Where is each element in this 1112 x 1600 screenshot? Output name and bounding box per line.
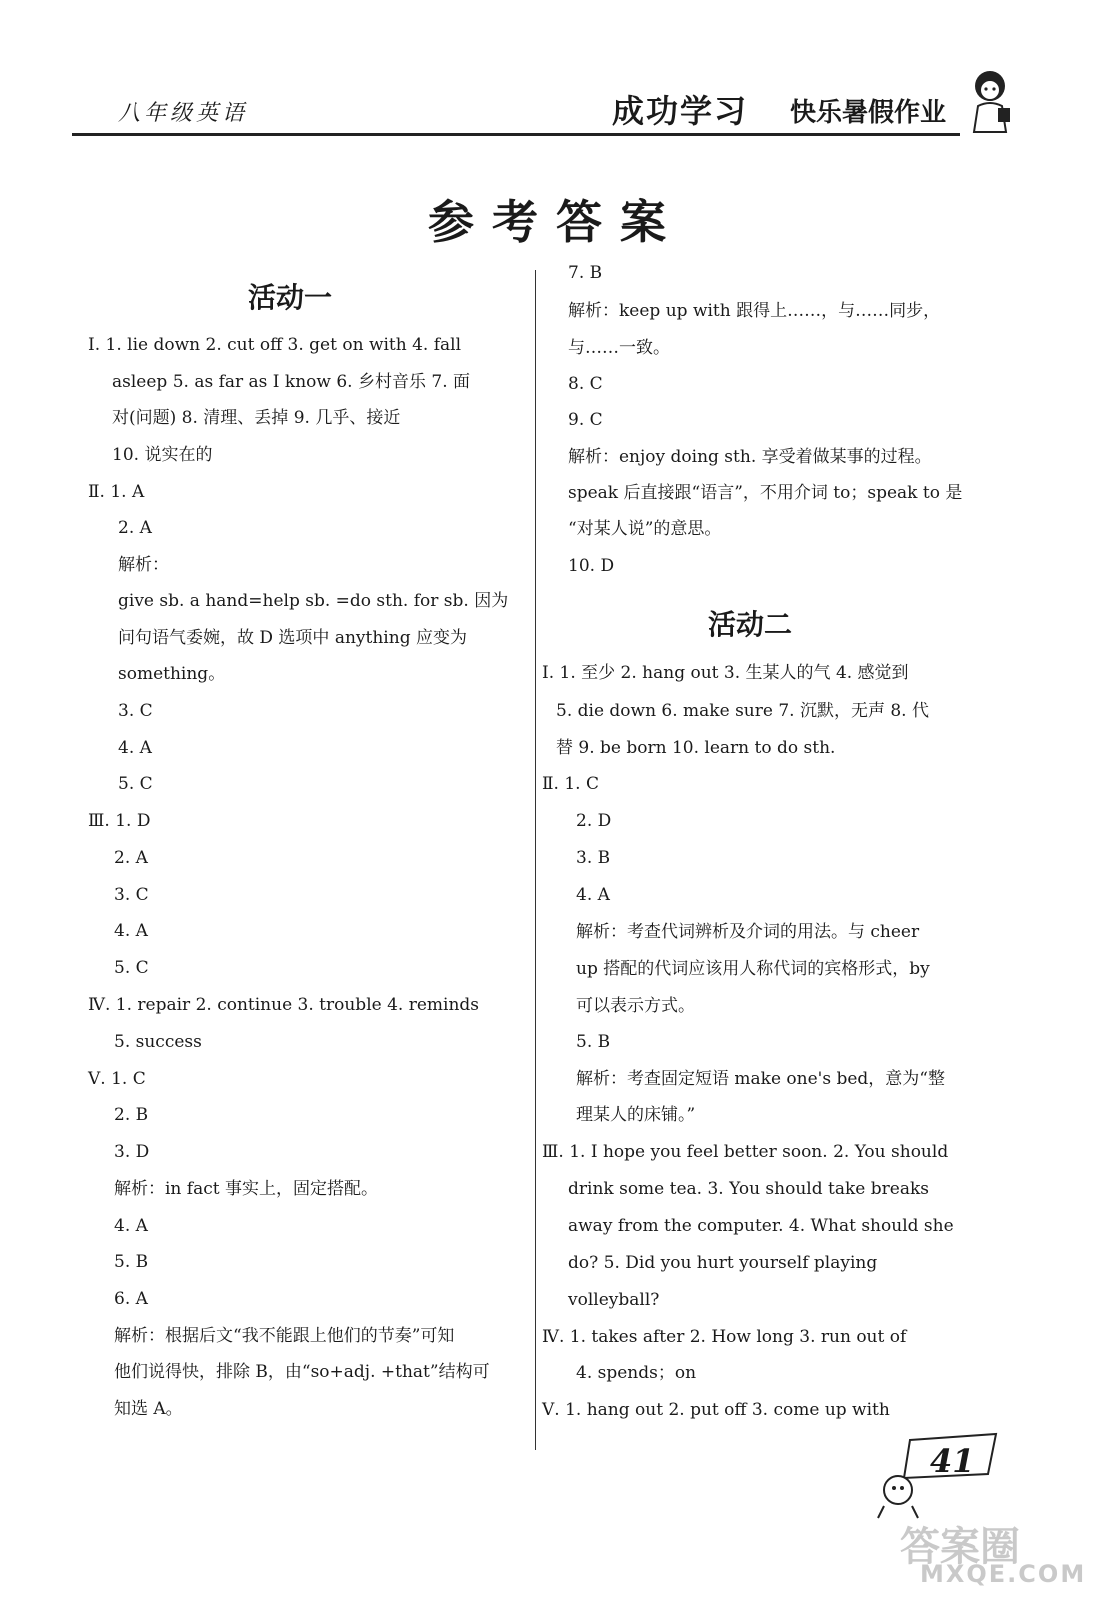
right-answer-line: 解析：enjoy doing sth. 享受着做某事的过程。	[568, 447, 932, 467]
girl-mascot-icon	[968, 66, 1016, 134]
left-answer-line: 他们说得快，排除 B，由“so+adj. +that”结构可	[114, 1362, 490, 1382]
right-answer-line: 8. C	[568, 374, 603, 394]
left-answer-line: Ⅱ. 1. A	[88, 482, 145, 502]
left-answer-line: 4. A	[118, 738, 152, 758]
left-answer-line: 问句语气委婉，故 D 选项中 anything 应变为	[118, 628, 467, 648]
left-answer-line: 解析：in fact 事实上，固定搭配。	[114, 1179, 378, 1199]
left-answer-line: 解析：	[118, 555, 169, 575]
right-answer-line: Ⅴ. 1. hang out 2. put off 3. come up with	[542, 1400, 890, 1420]
left-answer-line: something。	[118, 664, 226, 684]
left-answer-line: give sb. a hand=help sb. =do sth. for sb. 因为	[118, 591, 509, 611]
left-answer-line: 4. A	[114, 1216, 148, 1236]
left-answer-line: 6. A	[114, 1289, 148, 1309]
watermark-text: 答案圈	[900, 1524, 1020, 1570]
left-answer-line: 2. A	[118, 518, 152, 538]
page-title: 参考答案	[428, 195, 684, 249]
right-answer-line: 4. A	[576, 885, 610, 905]
header-brand: 成功学习	[612, 92, 749, 130]
right-answer-line: Ⅰ. 1. 至少 2. hang out 3. 生某人的气 4. 感觉到	[542, 663, 909, 683]
right-answer-line: do? 5. Did you hurt yourself playing	[568, 1253, 878, 1273]
section-heading-activity-1: 活动一	[248, 281, 333, 314]
left-answer-line: 5. C	[118, 774, 153, 794]
header-grade-subject: 八年级英语	[118, 101, 249, 126]
left-answer-line: 3. C	[114, 885, 149, 905]
left-answer-line: 3. D	[114, 1142, 150, 1162]
right-answer-line: 理某人的床铺。”	[576, 1105, 696, 1125]
left-answer-line: 解析：根据后文“我不能跟上他们的节奏”可知	[114, 1326, 455, 1346]
left-answer-line: 5. C	[114, 958, 149, 978]
left-answer-line: 2. A	[114, 848, 148, 868]
right-answer-line: 可以表示方式。	[576, 996, 695, 1016]
right-answer-line: Ⅲ. 1. I hope you feel better soon. 2. You should	[542, 1142, 949, 1162]
right-answer-line: Ⅳ. 1. takes after 2. How long 3. run out of	[542, 1327, 907, 1347]
page-number: 41	[930, 1442, 975, 1480]
column-divider	[535, 270, 536, 1450]
right-answer-line: “对某人说”的意思。	[568, 519, 722, 539]
right-answer-line: 9. C	[568, 410, 603, 430]
right-answer-line: 替 9. be born 10. learn to do sth.	[556, 738, 836, 758]
watermark-url: MXQE.COM	[920, 1560, 1087, 1588]
left-answer-line: asleep 5. as far as I know 6. 乡村音乐 7. 面	[112, 372, 471, 392]
right-answer-line: 与……一致。	[568, 338, 670, 358]
left-answer-line: Ⅰ. 1. lie down 2. cut off 3. get on with 4. fall	[88, 335, 462, 355]
left-answer-line: 5. B	[114, 1252, 149, 1272]
right-answer-line: Ⅱ. 1. C	[542, 774, 599, 794]
left-answer-line: 5. success	[114, 1032, 202, 1052]
left-answer-line: 4. A	[114, 921, 148, 941]
left-answer-line: 知选 A。	[114, 1399, 183, 1419]
right-answer-line: 7. B	[568, 263, 603, 283]
section-heading-activity-2: 活动二	[708, 608, 793, 641]
right-answer-line: 2. D	[576, 811, 612, 831]
right-answer-line: 4. spends；on	[576, 1363, 697, 1383]
left-answer-line: 对(问题) 8. 清理、丢掉 9. 几乎、接近	[112, 408, 401, 428]
right-answer-line: 5. die down 6. make sure 7. 沉默，无声 8. 代	[556, 701, 929, 721]
right-answer-line: up 搭配的代词应该用人称代词的宾格形式，by	[576, 959, 930, 979]
left-answer-line: 2. B	[114, 1105, 149, 1125]
left-answer-line: Ⅳ. 1. repair 2. continue 3. trouble 4. reminds	[88, 995, 480, 1015]
right-answer-line: drink some tea. 3. You should take breaks	[568, 1179, 929, 1199]
right-answer-line: volleyball?	[568, 1290, 660, 1310]
right-answer-line: 解析：考查代词辨析及介词的用法。与 cheer	[576, 922, 920, 942]
header-rule	[72, 133, 960, 136]
right-answer-line: 5. B	[576, 1032, 611, 1052]
left-answer-line: 3. C	[118, 701, 153, 721]
header-subtitle: 快乐暑假作业	[790, 98, 947, 128]
left-answer-line: Ⅲ. 1. D	[88, 811, 151, 831]
left-answer-line: Ⅴ. 1. C	[88, 1069, 146, 1089]
right-answer-line: away from the computer. 4. What should she	[568, 1216, 954, 1236]
right-answer-line: 解析：keep up with 跟得上……，与……同步，	[568, 301, 941, 321]
right-answer-line: 10. D	[568, 556, 615, 576]
right-answer-line: 3. B	[576, 848, 611, 868]
right-answer-line: speak 后直接跟“语言”，不用介词 to；speak to 是	[568, 483, 963, 503]
left-answer-line: 10. 说实在的	[112, 445, 213, 465]
right-answer-line: 解析：考查固定短语 make one's bed，意为“整	[576, 1069, 945, 1089]
